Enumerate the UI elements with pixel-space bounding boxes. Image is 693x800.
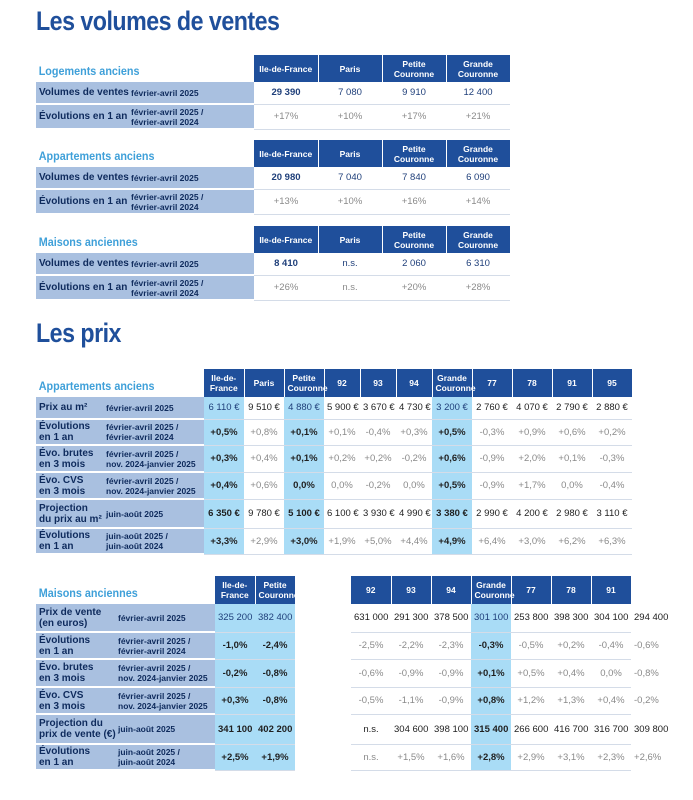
table-caption: Appartements anciens xyxy=(38,149,155,163)
column-header: Ile-de-France xyxy=(254,226,318,253)
row-label: Évo. CVS en 3 mois xyxy=(36,687,115,714)
table-row xyxy=(36,253,510,275)
value-cell: +14% xyxy=(446,189,510,214)
row-label: Évolutions en 1 an xyxy=(36,189,128,214)
column-header: Paris xyxy=(318,226,382,253)
column-header: Ile-de-France xyxy=(254,140,318,167)
column-gap xyxy=(295,714,351,744)
value-cell: 291 300 xyxy=(391,604,431,632)
value-cell: +2,3% xyxy=(591,744,631,770)
table-row xyxy=(36,472,632,499)
value-cell: 6 090 xyxy=(446,167,510,189)
value-cell: +0,1% xyxy=(552,445,592,472)
value-cell: +0,1% xyxy=(284,419,324,445)
value-cell: 4 070 € xyxy=(512,397,552,419)
value-cell: 3 200 € xyxy=(432,397,472,419)
table-caption: Logements anciens xyxy=(38,64,140,78)
value-cell: 304 100 xyxy=(591,604,631,632)
value-cell: +0,2% xyxy=(360,445,396,472)
row-period: juin-août 2025 / juin-août 2024 xyxy=(115,744,215,770)
value-cell: +0,2% xyxy=(324,445,360,472)
value-cell: +0,8% xyxy=(471,687,511,714)
table-caption: Maisons anciennes xyxy=(38,586,138,600)
table-row xyxy=(36,419,632,445)
column-header: 93 xyxy=(360,369,396,397)
value-cell: -0,8% xyxy=(255,687,295,714)
value-cell: -0,2% xyxy=(360,472,396,499)
table-row: Évo. CVS en 3 mois février-avril 2025 / nov. 2024-janvier 2025 +0,3% -0,8% -0,5% -1,1% -0,9% +0,8% +1,2% +1,3% +0,4% -0,2% xyxy=(36,687,631,714)
row-period: février-avril 2025 / février-avril 2024 xyxy=(128,189,254,214)
value-cell: 3 110 € xyxy=(592,499,632,528)
value-cell: 3 930 € xyxy=(360,499,396,528)
column-header: Petite Couronne xyxy=(255,576,295,604)
row-period: février-avril 2025 / nov. 2024-janvier 2025 xyxy=(115,687,215,714)
value-cell: n.s. xyxy=(318,253,382,275)
value-cell: n.s. xyxy=(318,275,382,300)
value-cell: 325 200 xyxy=(215,604,255,632)
header-row xyxy=(36,55,510,82)
column-header: Petite Couronne xyxy=(382,140,446,167)
row-label: Évolutions en 1 an xyxy=(36,528,103,554)
column-header: Grande Couronne xyxy=(446,55,510,82)
row-period: février-avril 2025 xyxy=(128,253,254,275)
column-header: Ile-de- France xyxy=(215,576,255,604)
value-cell: +0,3% xyxy=(215,687,255,714)
value-cell: +0,6% xyxy=(244,472,284,499)
value-cell: 20 980 xyxy=(254,167,318,189)
row-label: Volumes de ventes xyxy=(36,253,128,275)
row-period: février-avril 2025 / février-avril 2024 xyxy=(103,419,204,445)
table-row xyxy=(36,167,510,189)
volumes-section-title: Les volumes de ventes xyxy=(36,6,280,36)
column-header: Petite Couronne xyxy=(382,226,446,253)
column-header: 92 xyxy=(324,369,360,397)
column-gap xyxy=(295,576,351,604)
column-header: Grande Couronne xyxy=(432,369,472,397)
value-cell: -0,5% xyxy=(511,632,551,659)
value-cell: 7 080 xyxy=(318,82,382,104)
column-header: Paris xyxy=(244,369,284,397)
value-cell: +0,9% xyxy=(512,419,552,445)
table-caption: Maisons anciennes xyxy=(38,235,138,249)
value-cell: +2,5% xyxy=(215,744,255,770)
value-cell: 0,0% xyxy=(552,472,592,499)
value-cell: 2 790 € xyxy=(552,397,592,419)
value-cell: 0,0% xyxy=(284,472,324,499)
value-cell: 2 880 € xyxy=(592,397,632,419)
value-cell: 4 200 € xyxy=(512,499,552,528)
row-period: février-avril 2025 xyxy=(128,167,254,189)
row-period: février-avril 2025 / nov. 2024-janvier 2025 xyxy=(103,445,204,472)
value-cell: 9 780 € xyxy=(244,499,284,528)
value-cell: +6,3% xyxy=(592,528,632,554)
value-cell: 4 730 € xyxy=(396,397,432,419)
value-cell: +4,9% xyxy=(432,528,472,554)
value-cell: +1,5% xyxy=(391,744,431,770)
value-cell: +17% xyxy=(254,104,318,129)
column-header: 77 xyxy=(472,369,512,397)
column-header: Paris xyxy=(318,55,382,82)
volumes-table-2 xyxy=(36,226,511,301)
value-cell: 7 840 xyxy=(382,167,446,189)
row-period: février-avril 2025 xyxy=(115,604,215,632)
value-cell: +4,4% xyxy=(396,528,432,554)
table-row: Prix de vente (en euros) février-avril 2025 325 200 382 400 631 000 291 300 378 500 301 100 253 800 398 300 304 100 294 400 xyxy=(36,604,631,632)
header-row xyxy=(36,140,510,167)
value-cell: -2,5% xyxy=(351,632,391,659)
value-cell: -0,9% xyxy=(472,445,512,472)
value-cell: 2 760 € xyxy=(472,397,512,419)
value-cell: 253 800 xyxy=(511,604,551,632)
value-cell: +1,2% xyxy=(511,687,551,714)
table-caption: Appartements anciens xyxy=(38,379,155,393)
value-cell: 0,0% xyxy=(591,659,631,687)
value-cell: +0,2% xyxy=(592,419,632,445)
value-cell: 2 060 xyxy=(382,253,446,275)
value-cell: +0,1% xyxy=(324,419,360,445)
value-cell: +0,5% xyxy=(432,419,472,445)
column-gap xyxy=(295,687,351,714)
value-cell: 6 110 € xyxy=(204,397,244,419)
value-cell: +10% xyxy=(318,104,382,129)
table-row: Projection du prix de vente (€) juin-août 2025 341 100 402 200 n.s. 304 600 398 100 315 400 266 600 416 700 316 700 309 800 xyxy=(36,714,631,744)
value-cell: -2,3% xyxy=(431,632,471,659)
table-row xyxy=(36,189,510,214)
row-period: février-avril 2025 / février-avril 2024 xyxy=(115,632,215,659)
value-cell: +20% xyxy=(382,275,446,300)
volumes-table-0 xyxy=(36,55,511,130)
value-cell: -0,9% xyxy=(391,659,431,687)
row-period: juin-août 2025 / juin-août 2024 xyxy=(103,528,204,554)
value-cell: +2,8% xyxy=(471,744,511,770)
value-cell: 3 670 € xyxy=(360,397,396,419)
value-cell: 304 600 xyxy=(391,714,431,744)
value-cell: 2 990 € xyxy=(472,499,512,528)
value-cell: +1,7% xyxy=(512,472,552,499)
value-cell: 266 600 xyxy=(511,714,551,744)
value-cell: 398 100 xyxy=(431,714,471,744)
value-cell: -1,1% xyxy=(391,687,431,714)
value-cell: 382 400 xyxy=(255,604,295,632)
row-label: Évo. brutes en 3 mois xyxy=(36,659,115,687)
table-row: Évo. brutes en 3 mois février-avril 2025 / nov. 2024-janvier 2025 -0,2% -0,8% -0,6% -0,9% -0,9% +0,1% +0,5% +0,4% 0,0% -0,8% xyxy=(36,659,631,687)
value-cell: +1,3% xyxy=(551,687,591,714)
value-cell: -1,0% xyxy=(215,632,255,659)
column-header: 92 xyxy=(351,576,391,604)
row-label: Prix de vente (en euros) xyxy=(36,604,115,632)
value-cell: +10% xyxy=(318,189,382,214)
row-label: Volumes de ventes xyxy=(36,167,128,189)
value-cell: -0,4% xyxy=(592,472,632,499)
value-cell: -0,3% xyxy=(592,445,632,472)
value-cell: +0,4% xyxy=(204,472,244,499)
value-cell: -0,4% xyxy=(591,632,631,659)
column-header: 91 xyxy=(591,576,631,604)
row-label: Prix au m² xyxy=(36,397,103,419)
value-cell: +0,1% xyxy=(284,445,324,472)
value-cell: +0,5% xyxy=(432,472,472,499)
value-cell: +0,3% xyxy=(204,445,244,472)
value-cell: -0,3% xyxy=(471,632,511,659)
value-cell: +0,2% xyxy=(551,632,591,659)
column-header: Grande Couronne xyxy=(446,140,510,167)
value-cell: +6,2% xyxy=(552,528,592,554)
value-cell: +0,3% xyxy=(396,419,432,445)
table-row xyxy=(36,445,632,472)
value-cell: 316 700 xyxy=(591,714,631,744)
column-header: 91 xyxy=(552,369,592,397)
table-row: Évolutions en 1 an juin-août 2025 / juin-août 2024 +2,5% +1,9% n.s. +1,5% +1,6% +2,8% +2,9% +3,1% +2,3% +2,6% xyxy=(36,744,631,770)
value-cell: -2,2% xyxy=(391,632,431,659)
value-cell: 378 500 xyxy=(431,604,471,632)
value-cell: 4 880 € xyxy=(284,397,324,419)
value-cell: 402 200 xyxy=(255,714,295,744)
value-cell: +0,1% xyxy=(471,659,511,687)
value-cell: 12 400 xyxy=(446,82,510,104)
column-header: Grande Couronne xyxy=(446,226,510,253)
value-cell: 315 400 xyxy=(471,714,511,744)
value-cell: +28% xyxy=(446,275,510,300)
value-cell: 29 390 xyxy=(254,82,318,104)
volumes-table-1 xyxy=(36,140,511,215)
prix-maisons-table xyxy=(36,576,669,771)
value-cell: +0,8% xyxy=(244,419,284,445)
prix-section-title: Les prix xyxy=(36,318,121,348)
column-header: Grande Couronne xyxy=(471,576,511,604)
row-label: Évolutions en 1 an xyxy=(36,744,115,770)
value-cell: +21% xyxy=(446,104,510,129)
row-label: Projection du prix de vente (€) xyxy=(36,714,115,744)
row-label: Évo. brutes en 3 mois xyxy=(36,445,103,472)
value-cell: +3,1% xyxy=(551,744,591,770)
column-header: 94 xyxy=(396,369,432,397)
column-gap xyxy=(295,632,351,659)
value-cell: +2,9% xyxy=(244,528,284,554)
row-period: juin-août 2025 xyxy=(115,714,215,744)
value-cell: 9 510 € xyxy=(244,397,284,419)
value-cell: -0,2% xyxy=(215,659,255,687)
value-cell: +1,9% xyxy=(255,744,295,770)
column-header: Petite Couronne xyxy=(382,55,446,82)
value-cell: +17% xyxy=(382,104,446,129)
value-cell: +5,0% xyxy=(360,528,396,554)
row-period: février-avril 2025 / février-avril 2024 xyxy=(128,275,254,300)
value-cell: 5 100 € xyxy=(284,499,324,528)
value-cell: +0,4% xyxy=(244,445,284,472)
value-cell: 0,0% xyxy=(324,472,360,499)
prix-appartements-table xyxy=(36,369,633,555)
row-period: février-avril 2025 / nov. 2024-janvier 2025 xyxy=(115,659,215,687)
value-cell: -0,9% xyxy=(431,659,471,687)
row-label: Évo. CVS en 3 mois xyxy=(36,472,103,499)
row-label: Projection du prix au m² xyxy=(36,499,103,528)
value-cell: 7 040 xyxy=(318,167,382,189)
value-cell: +16% xyxy=(382,189,446,214)
value-cell: 631 000 xyxy=(351,604,391,632)
column-header: 78 xyxy=(551,576,591,604)
row-label: Évolutions en 1 an xyxy=(36,104,128,129)
value-cell: 3 380 € xyxy=(432,499,472,528)
column-header: 94 xyxy=(431,576,471,604)
row-period: février-avril 2025 xyxy=(103,397,204,419)
value-cell: +0,4% xyxy=(551,659,591,687)
row-period: juin-août 2025 xyxy=(103,499,204,528)
header-row xyxy=(36,226,510,253)
value-cell: +2,0% xyxy=(512,445,552,472)
value-cell: -0,6% xyxy=(351,659,391,687)
row-label: Volumes de ventes xyxy=(36,82,128,104)
value-cell: -0,3% xyxy=(472,419,512,445)
value-cell: 301 100 xyxy=(471,604,511,632)
value-cell: 6 350 € xyxy=(204,499,244,528)
column-header: 95 xyxy=(592,369,632,397)
value-cell: +0,6% xyxy=(552,419,592,445)
value-cell: -2,4% xyxy=(255,632,295,659)
value-cell: +13% xyxy=(254,189,318,214)
value-cell: +0,6% xyxy=(432,445,472,472)
row-label: Évolutions en 1 an xyxy=(36,275,128,300)
column-header: 93 xyxy=(391,576,431,604)
row-period: février-avril 2025 / nov. 2024-janvier 2025 xyxy=(103,472,204,499)
table-row xyxy=(36,275,510,300)
column-header: Ile-de-France xyxy=(254,55,318,82)
table-row xyxy=(36,82,510,104)
value-cell: +0,4% xyxy=(591,687,631,714)
column-header: Petite Couronne xyxy=(284,369,324,397)
value-cell: +0,5% xyxy=(511,659,551,687)
column-header: Paris xyxy=(318,140,382,167)
value-cell: 398 300 xyxy=(551,604,591,632)
value-cell: 341 100 xyxy=(215,714,255,744)
value-cell: 6 310 xyxy=(446,253,510,275)
value-cell: n.s. xyxy=(351,744,391,770)
value-cell: 6 100 € xyxy=(324,499,360,528)
value-cell: +2,9% xyxy=(511,744,551,770)
value-cell: +6,4% xyxy=(472,528,512,554)
table-row xyxy=(36,528,632,554)
row-label: Évolutions en 1 an xyxy=(36,632,115,659)
column-header: 77 xyxy=(511,576,551,604)
value-cell: n.s. xyxy=(351,714,391,744)
value-cell: 416 700 xyxy=(551,714,591,744)
value-cell: -0,9% xyxy=(472,472,512,499)
column-header: Ile-de- France xyxy=(204,369,244,397)
table-row xyxy=(36,499,632,528)
table-row xyxy=(36,397,632,419)
value-cell: 5 900 € xyxy=(324,397,360,419)
table-row xyxy=(36,104,510,129)
value-cell: +26% xyxy=(254,275,318,300)
value-cell: +3,0% xyxy=(512,528,552,554)
value-cell: +3,0% xyxy=(284,528,324,554)
row-period: février-avril 2025 xyxy=(128,82,254,104)
value-cell: -0,2% xyxy=(396,445,432,472)
value-cell: +0,5% xyxy=(204,419,244,445)
value-cell: +1,9% xyxy=(324,528,360,554)
column-gap xyxy=(295,744,351,770)
column-header: 78 xyxy=(512,369,552,397)
value-cell: -0,5% xyxy=(351,687,391,714)
value-cell: 8 410 xyxy=(254,253,318,275)
value-cell: 4 990 € xyxy=(396,499,432,528)
value-cell: -0,8% xyxy=(255,659,295,687)
header-row: Maisons anciennes Ile-de- France Petite Couronne 92 93 94 Grande Couronne 77 78 91 95 xyxy=(36,576,631,604)
column-gap xyxy=(295,659,351,687)
value-cell: -0,4% xyxy=(360,419,396,445)
row-period: février-avril 2025 / février-avril 2024 xyxy=(128,104,254,129)
header-row xyxy=(36,369,632,397)
value-cell: -0,9% xyxy=(431,687,471,714)
value-cell: 9 910 xyxy=(382,82,446,104)
value-cell: +1,6% xyxy=(431,744,471,770)
value-cell: 2 980 € xyxy=(552,499,592,528)
value-cell: 0,0% xyxy=(396,472,432,499)
table-row: Évolutions en 1 an février-avril 2025 / février-avril 2024 -1,0% -2,4% -2,5% -2,2% -2,3% -0,3% -0,5% +0,2% -0,4% -0,6% xyxy=(36,632,631,659)
row-label: Évolutions en 1 an xyxy=(36,419,103,445)
value-cell: +3,3% xyxy=(204,528,244,554)
column-gap xyxy=(295,604,351,632)
